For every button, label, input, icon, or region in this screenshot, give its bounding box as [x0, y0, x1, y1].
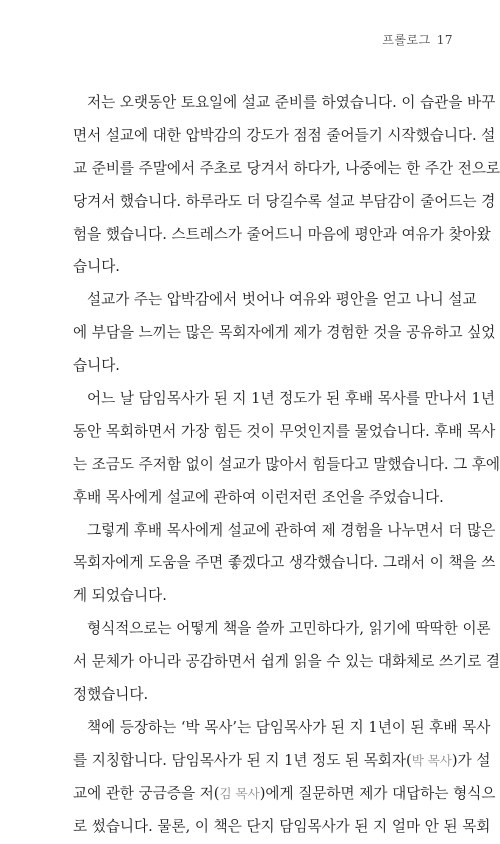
text-line: 는 조금도 주저함 없이 설교가 많아서 힘들다고 말했습니다. 그 후에: [73, 455, 500, 473]
text-segment: )에게 질문하면 제가 대답하는 형식으: [259, 784, 496, 802]
text-line: 어느 날 담임목사가 된 지 1년 정도가 된 후배 목사를 만나서 1년: [87, 390, 495, 408]
text-line: [73, 778, 496, 811]
text-line: 후배 목사에게 설교에 관하여 이런저런 조언을 주었습니다.: [73, 488, 444, 506]
text-line: 에 부담을 느끼는 많은 목회자에게 제가 경험한 것을 공유하고 싶었: [73, 324, 496, 342]
body-text: [73, 87, 500, 843]
text-line: 교 준비를 주말에서 주초로 당겨서 하다가, 나중에는 한 주간 전으로: [73, 159, 500, 177]
text-line: 험을 했습니다. 스트레스가 줄어드니 마음에 평안과 여유가 찾아왔: [73, 225, 491, 243]
text-line: 책에 등장하는 ‘박 목사’는 담임목사가 된 지 1년이 된 후배 목사: [87, 718, 491, 736]
text-line: 동안 목회하면서 가장 힘든 것이 무엇인지를 물었습니다. 후배 목사: [73, 422, 496, 440]
text-line: [73, 745, 491, 778]
text-line: 서 문체가 아니라 공감하면서 쉽게 읽을 수 있는 대화체로 쓰기로 결: [73, 653, 500, 671]
text-line: 정했습니다.: [73, 686, 149, 704]
page-number: 17: [436, 33, 453, 47]
text-line: 설교가 주는 압박감에서 벗어나 여유와 평안을 얻고 나니 설교: [87, 291, 477, 309]
text-line: 면서 설교에 대한 압박감의 강도가 점점 줄어들기 시작했습니다. 설: [73, 126, 496, 144]
running-header: [382, 31, 453, 48]
text-line: 로 썼습니다. 물론, 이 책은 단지 담임목사가 된 지 얼마 안 된 목회: [73, 817, 491, 835]
text-line: 습니다.: [73, 357, 120, 375]
text-segment: 교에 관한 궁금증을 저(: [73, 784, 220, 802]
inline-gloss: 김 목사: [219, 785, 260, 801]
text-line: 목회자에게 도움을 주면 좋겠다고 생각했습니다. 그래서 이 책을 쓰: [73, 554, 496, 572]
text-line: 형식적으로는 어떻게 책을 쓸까 고민하다가, 읽기에 딱딱한 이론: [87, 620, 491, 638]
text-line: 저는 오랫동안 토요일에 설교 준비를 하였습니다. 이 습관을 바꾸: [87, 94, 496, 111]
text-line: 게 되었습니다.: [73, 587, 167, 605]
text-line: 당겨서 했습니다. 하루라도 더 당길수록 설교 부담감이 줄어드는 경: [73, 192, 496, 210]
text-line: 습니다.: [73, 258, 120, 276]
text-segment: 를 지칭합니다. 담임목사가 된 지 1년 정도 된 목회자(: [73, 751, 412, 769]
text-segment: )가 설: [451, 751, 491, 769]
inline-gloss: 박 목사: [411, 752, 452, 768]
chapter-title: 프롤로그: [382, 33, 431, 47]
text-line: 그렇게 후배 목사에게 설교에 관하여 제 경험을 나누면서 더 많은: [87, 521, 496, 539]
